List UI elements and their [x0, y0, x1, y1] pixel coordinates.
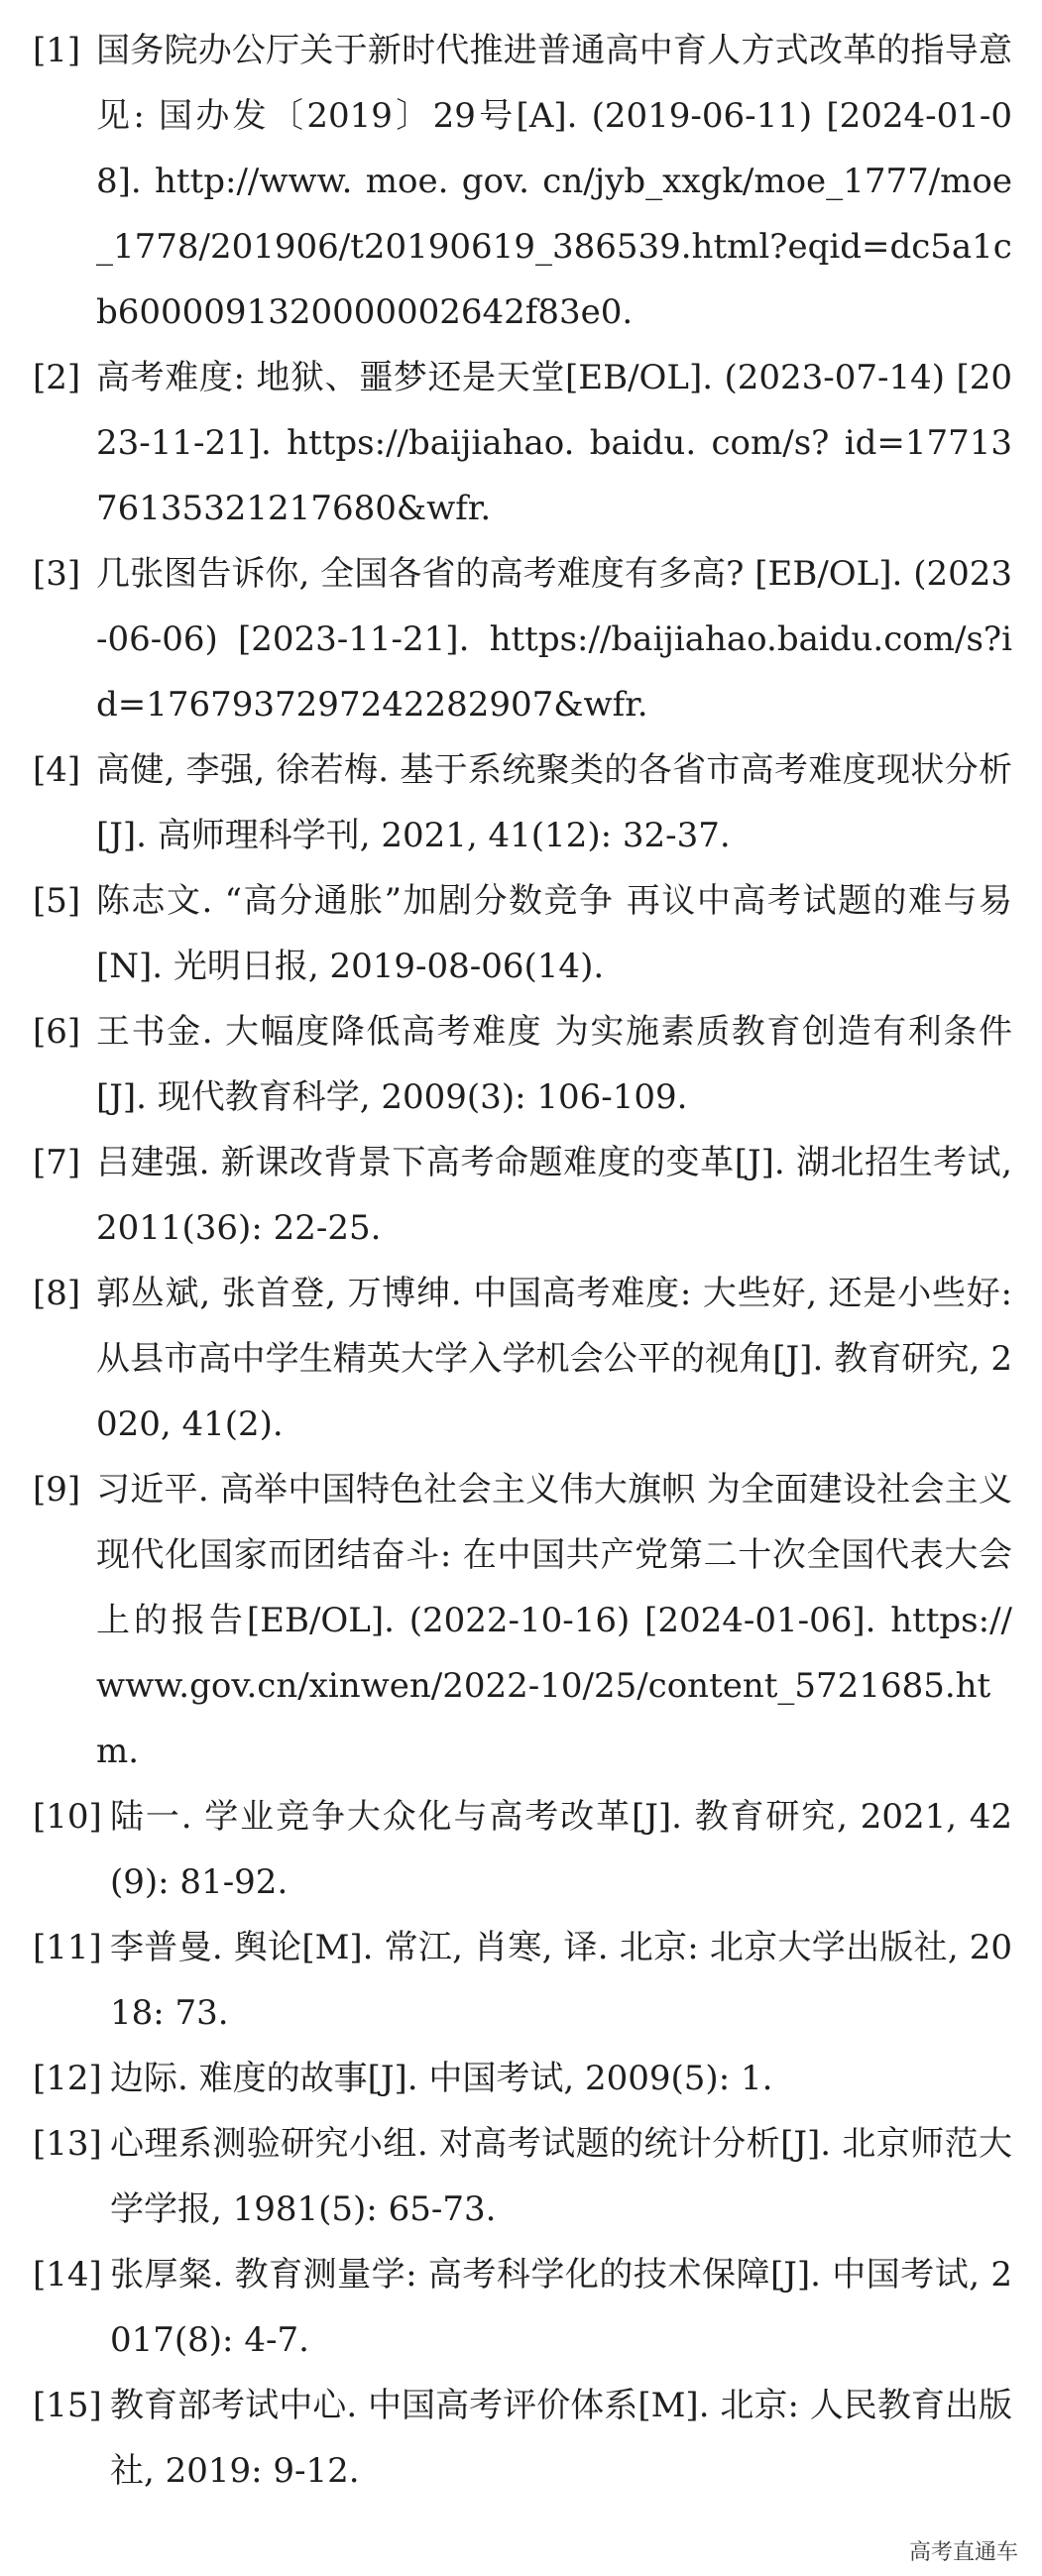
reference-number: [10] [33, 1797, 102, 1837]
reference-text: 高考难度: 地狱、噩梦还是天堂[EB/OL]. (2023-07-14) [2023-11-21]. https://baijiahao. baidu. com/s? id=1771376135321217680&wfr. [96, 358, 1012, 528]
reference-number: [13] [33, 2124, 102, 2164]
reference-text: 王书金. 大幅度降低高考难度 为实施素质教育创造有利条件[J]. 现代教育科学, 2009(3): 106-109. [96, 1012, 1012, 1117]
reference-item [33, 18, 1012, 345]
reference-text: 边际. 难度的故事[J]. 中国考试, 2009(5): 1. [110, 2059, 773, 2098]
reference-number: [5] [33, 881, 81, 921]
reference-number: [11] [33, 1928, 102, 1967]
reference-item [33, 868, 1012, 999]
reference-item [33, 2111, 1012, 2242]
reference-text: 陈志文. “高分通胀”加剧分数竞争 再议中高考试题的难与易[N]. 光明日报, 2019-08-06(14). [96, 881, 1012, 986]
reference-item [33, 999, 1012, 1130]
reference-item [33, 1261, 1012, 1457]
reference-item [33, 345, 1012, 541]
reference-text: 教育部考试中心. 中国高考评价体系[M]. 北京: 人民教育出版社, 2019: 9-12. [110, 2386, 1012, 2491]
reference-item [33, 541, 1012, 737]
reference-number: [14] [33, 2255, 102, 2295]
reference-number: [2] [33, 358, 81, 397]
reference-text: 吕建强. 新课改背景下高考命题难度的变革[J]. 湖北招生考试, 2011(36): 22-25. [96, 1143, 1012, 1248]
watermark-logo: 高考直通车 [903, 2533, 1024, 2568]
reference-text: 高健, 李强, 徐若梅. 基于系统聚类的各省市高考难度现状分析[J]. 高师理科学刊, 2021, 41(12): 32-37. [96, 750, 1012, 855]
reference-text: 陆一. 学业竞争大众化与高考改革[J]. 教育研究, 2021, 42(9): 81-92. [110, 1797, 1012, 1902]
reference-number: [8] [33, 1274, 81, 1313]
reference-item [33, 737, 1012, 868]
reference-number: [15] [33, 2386, 102, 2425]
reference-number: [3] [33, 554, 81, 594]
reference-item [33, 2242, 1012, 2373]
reference-text: 心理系测验研究小组. 对高考试题的统计分析[J]. 北京师范大学学报, 1981(5): 65-73. [110, 2124, 1012, 2229]
reference-number: [7] [33, 1143, 81, 1182]
reference-list [33, 18, 1012, 2504]
reference-item [33, 1130, 1012, 1261]
reference-item [33, 1784, 1012, 1915]
reference-number: [4] [33, 750, 81, 790]
reference-text: 习近平. 高举中国特色社会主义伟大旗帜 为全面建设社会主义现代化国家而团结奋斗: 在中国共产党第二十次全国代表大会上的报告[EB/OL]. (2022-10-16) [2024-01-06]. https://www.gov.cn/xinwen/2022-10/25/content_5721685.htm. [96, 1470, 1012, 1771]
reference-number: [1] [33, 31, 81, 70]
reference-number: [9] [33, 1470, 81, 1510]
reference-text: 张厚粲. 教育测量学: 高考科学化的技术保障[J]. 中国考试, 2017(8): 4-7. [110, 2255, 1012, 2360]
reference-text: 几张图告诉你, 全国各省的高考难度有多高? [EB/OL]. (2023-06-06) [2023-11-21]. https://baijiahao.baidu.com/s?id=1767937297242282907&wfr. [96, 554, 1012, 725]
reference-item [33, 1457, 1012, 1784]
reference-number: [12] [33, 2059, 102, 2098]
reference-item [33, 2046, 1012, 2111]
reference-number: [6] [33, 1012, 81, 1052]
reference-text: 国务院办公厅关于新时代推进普通高中育人方式改革的指导意见: 国办发〔2019〕29号[A]. (2019-06-11) [2024-01-08]. http://www. moe. gov. cn/jyb_xxgk/moe_1777/moe_1778/201906/t20190619_386539.html?eqid=dc5a1cb6000091320000002642f83e0. [96, 31, 1012, 332]
reference-text: 李普曼. 舆论[M]. 常江, 肖寒, 译. 北京: 北京大学出版社, 2018: 73. [110, 1928, 1012, 2033]
reference-item [33, 2373, 1012, 2504]
reference-item [33, 1915, 1012, 2046]
reference-text: 郭丛斌, 张首登, 万博绅. 中国高考难度: 大些好, 还是小些好: 从县市高中学生精英大学入学机会公平的视角[J]. 教育研究, 2020, 41(2). [96, 1274, 1012, 1444]
